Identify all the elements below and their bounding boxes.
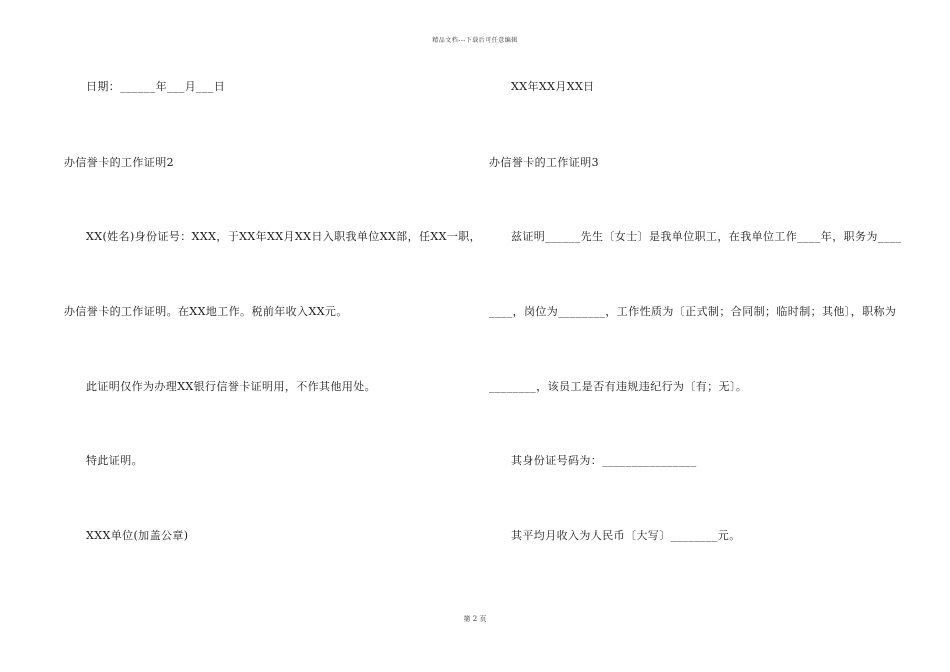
right-paragraph-1-line-2: ____，岗位为________，工作性质为〔正式制；合同制；临时制；其他〕，职称为 — [489, 305, 897, 318]
left-paragraph-1-line-2: 办信誉卡的工作证明。在XX地工作。税前年收入XX元。 — [64, 305, 348, 318]
left-date-line: 日期：______年___月___日 — [86, 80, 226, 93]
right-paragraph-2: 其身份证号码为：________________ — [511, 454, 697, 467]
right-section-title: 办信誉卡的工作证明3 — [489, 156, 599, 169]
right-paragraph-1-line-1: 兹证明______先生〔女士〕是我单位职工，在我单位工作____年，职务为____ — [511, 230, 902, 243]
left-paragraph-3: 特此证明。 — [86, 454, 143, 467]
header-note: 精品文档---下载后可任意编辑 — [432, 37, 518, 44]
right-paragraph-3: 其平均月收入为人民币〔大写〕________元。 — [511, 529, 741, 542]
left-section-title: 办信誉卡的工作证明2 — [64, 156, 174, 169]
left-paragraph-4: XXX单位(加盖公章) — [86, 529, 189, 542]
page-number: 第 2 页 — [463, 615, 487, 623]
right-column — [489, 0, 902, 672]
right-paragraph-1-line-3: ________，该员工是否有违规违纪行为〔有；无〕。 — [489, 380, 748, 393]
left-paragraph-1-line-1: XX(姓名)身份证号：XXX，于XX年XX月XX日入职我单位XX部，任XX一职， — [86, 230, 482, 243]
right-date-line: XX年XX月XX日 — [511, 80, 595, 93]
left-paragraph-2: 此证明仅作为办理XX银行信誉卡证明用，不作其他用处。 — [86, 380, 377, 393]
